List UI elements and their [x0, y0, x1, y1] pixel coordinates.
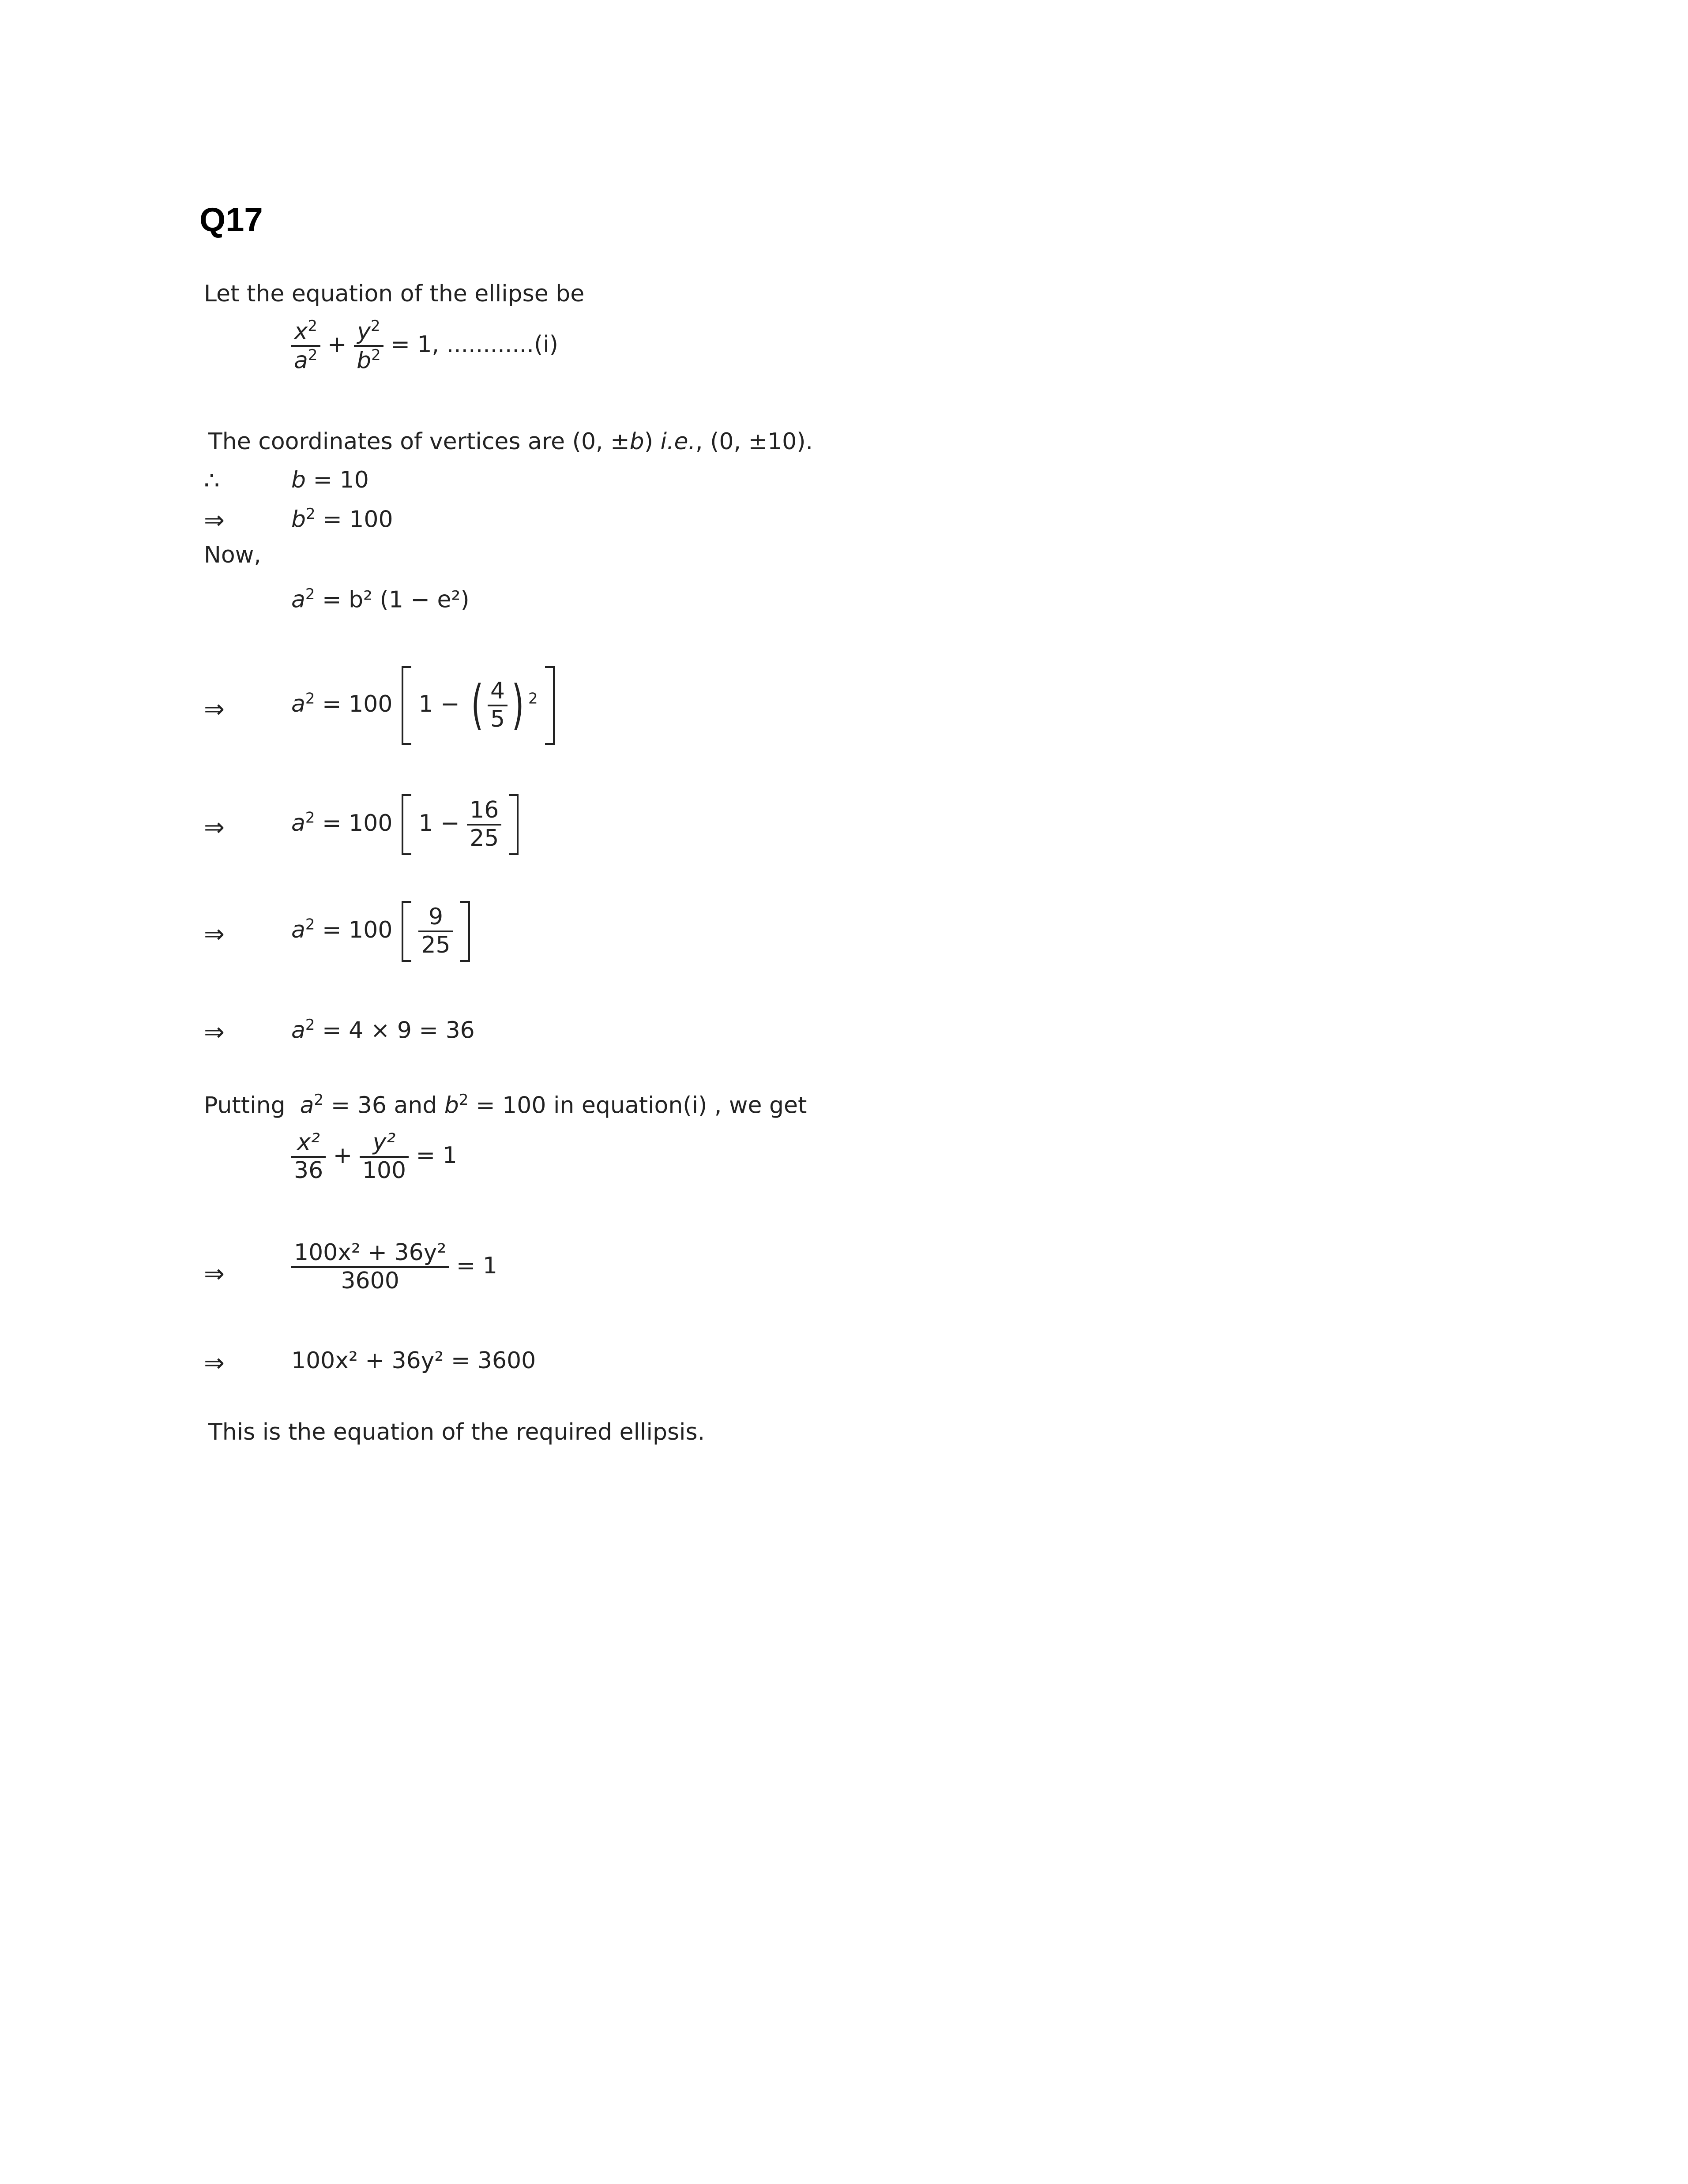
x-over-a-fraction: $\frac{x^2}{a^2}$ [291, 318, 320, 374]
therefore-symbol: ∴ [204, 466, 220, 495]
implies-symbol: ⇒ [204, 813, 225, 842]
step-3-equation: $a^2 = 100$ $\frac{9}{25}$ [291, 901, 472, 962]
implies-symbol: ⇒ [204, 1018, 225, 1047]
vertices-text: The coordinates of vertices are (0, ±b) i.e., (0, ±10). [208, 428, 813, 455]
b-value-line: b = 10 [291, 467, 369, 493]
implies-symbol: ⇒ [204, 1260, 225, 1288]
question-heading: Q17 [199, 201, 263, 239]
now-text: Now, [204, 542, 261, 568]
implies-symbol: ⇒ [204, 695, 225, 724]
ellipse-general-equation: $\frac{x^2}{a^2}$ + $\frac{y^2}{b^2}$ = 1, ............(i) [291, 318, 558, 374]
substituted-equation: $\frac{\text{x²}}{36}$ + $\frac{\text{y²}}{100}$ = 1 [291, 1130, 457, 1184]
implies-symbol: ⇒ [204, 920, 225, 949]
a-squared-formula: $a^2 = b^2$ (1 − e²) [291, 585, 470, 613]
step-1-equation: $a^2 = 100$ 1 − ( $\frac{4}{5}$ ) $^2$ [291, 666, 556, 745]
implies-symbol: ⇒ [204, 506, 225, 535]
b-squared-line: $b^2 = 100$ [291, 505, 393, 533]
combined-fraction-equation: $\frac{\text{100x² + 36y²}}{3600}$ = 1 [291, 1240, 497, 1295]
step-2-equation: $a^2 = 100$ 1 − $\frac{16}{25}$ [291, 794, 520, 855]
implies-symbol: ⇒ [204, 1349, 225, 1377]
conclusion-text: This is the equation of the required ellipsis. [208, 1419, 705, 1445]
intro-text: Let the equation of the ellipse be [204, 281, 585, 307]
y-over-b-fraction: $\frac{y^2}{b^2}$ [354, 318, 383, 374]
step-4-equation: $a^2 = 4 \times 9 = 36$ [291, 1016, 475, 1044]
final-equation: 100x² + 36y² = 3600 [291, 1347, 536, 1374]
putting-text: Putting $a^2 = 36$ and $b^2 = 100$ in equation(i) , we get [204, 1091, 807, 1119]
